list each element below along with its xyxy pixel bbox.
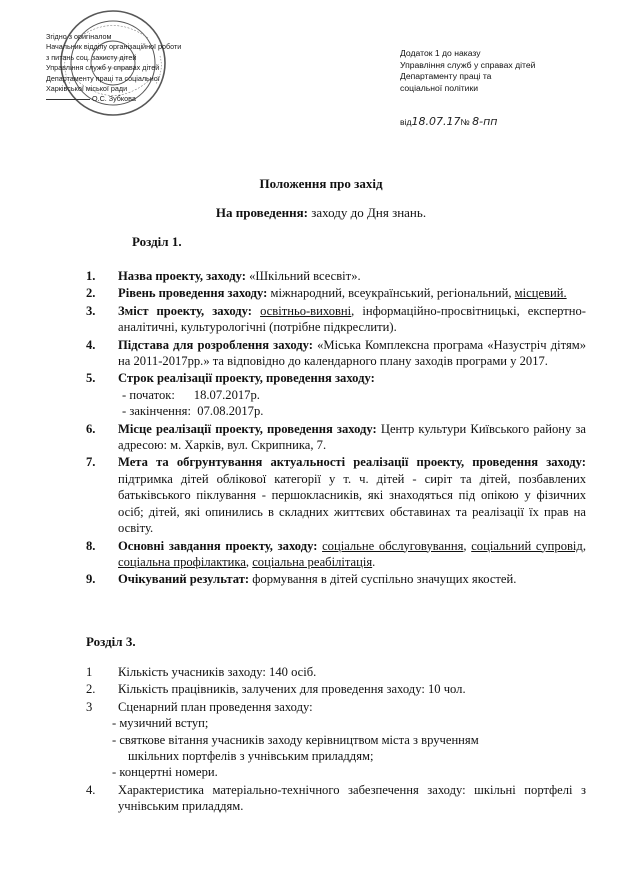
item-label: Очікуваний результат:: [118, 572, 250, 587]
task-underlined: соціальна реабілітація: [252, 554, 373, 569]
appendix-dateline: [400, 116, 600, 129]
appendix-line: соціальної політики: [400, 82, 479, 93]
task-underlined: соціальна профілактика: [118, 554, 246, 569]
document-title: Положення про захід: [259, 176, 383, 191]
item-label: Зміст проекту, заходу:: [118, 303, 253, 318]
item-number: 9.: [86, 572, 96, 587]
section-heading: Розділ 1.: [132, 234, 182, 249]
number-prefix: №: [460, 117, 470, 127]
list-item: [86, 571, 586, 587]
item-label: Підстава для розроблення заходу:: [118, 337, 313, 352]
list-item: [86, 782, 586, 815]
approval-line: з питань соц. захисту дітей: [46, 52, 137, 62]
list-item: [86, 664, 586, 680]
subtitle-text: заходу до Дня знань.: [308, 205, 427, 220]
item-text: міжнародний, всеукраїнський, регіональний,: [267, 286, 515, 301]
list-item: [86, 421, 586, 454]
item-text: Сценарний план проведення заходу:: [118, 699, 313, 714]
signature-line: [46, 99, 90, 100]
section1-list: [86, 268, 586, 589]
list-item: [86, 370, 586, 419]
item-number: 8.: [86, 538, 96, 553]
scenario-sublist: [112, 715, 586, 781]
start-label: - початок:: [122, 387, 175, 402]
item-number: 2.: [86, 286, 96, 301]
appendix-line: Департаменту праці та: [400, 71, 492, 81]
list-item: 8. Основні завдання проекту, заходу: соціальне обслуговування, соціальний супровід, соціальна профілактика, соціальна реабілітація.: [86, 538, 586, 569]
task-underlined: соціальний супровід: [471, 538, 583, 553]
task-underlined: соціальне обслуговування: [322, 538, 464, 553]
item-number: 6.: [86, 421, 96, 436]
list-item: [86, 699, 586, 781]
list-item: [86, 681, 586, 697]
item-text: Кількість учасників заходу: 140 осіб.: [118, 665, 317, 679]
item-number: 1: [86, 665, 93, 679]
item-text: , інформаційно-просвітницькі, експертно-аналітичні, культурологічні (потрібне підкреслити).: [118, 303, 586, 335]
approval-line: Згідно з оригіналом: [46, 32, 112, 41]
item-number: 3: [86, 699, 93, 714]
list-item: [86, 337, 586, 370]
item-label: Рівень проведення заходу:: [118, 286, 268, 301]
item-underlined: місцевий.: [514, 286, 567, 301]
document-subtitle: [0, 205, 642, 221]
item-text: формування в дітей суспільно значущих якостей.: [249, 572, 517, 587]
item-number: 4.: [86, 337, 96, 352]
list-item: [86, 268, 586, 284]
list-item: [86, 454, 586, 536]
start-value: 18.07.2017р.: [193, 387, 260, 402]
approval-line: Управління служб у справах дітей: [46, 63, 160, 73]
approval-line: Начальник відділу організаційної роботи: [46, 42, 182, 52]
signer-name: О.С. Зубкова: [92, 94, 136, 104]
item-label: Назва проекту, заходу:: [118, 269, 246, 283]
approval-line: Харківської міської ради: [46, 84, 128, 94]
item-text: підтримка дітей облікової категорії у т. ч. дітей - сиріт та дітей, позбавлених батьківського піклування - першокласників, які знаходяться під опікою у фізичних осіб; дітей, які опинились в складних життєвих обставинах та реалізації їх прав на освіту.: [118, 471, 586, 536]
approval-block: [46, 32, 186, 105]
scenario-item: шкільних портфелів з учнівським приладдям;: [128, 749, 374, 764]
start-date-row: [118, 387, 586, 403]
item-label: Мета та обгрунтування актуальності реалізації проекту, проведення заходу:: [118, 455, 586, 470]
item-label: Основні завдання проекту, заходу:: [118, 538, 318, 553]
scenario-item: - концертні номери.: [112, 765, 218, 780]
item-number: 2.: [86, 682, 96, 697]
appendix-line: Управління служб у справах дітей: [400, 59, 536, 70]
item-text: Характеристика матеріально-технічного забезпечення заходу: шкільні портфелі з учнівським приладдям.: [118, 782, 586, 814]
item-number: 1.: [86, 269, 96, 283]
appendix-block: [400, 48, 600, 129]
item-text: Кількість працівників, залучених для проведення заходу: 10 чол.: [118, 682, 466, 697]
item-text: «Шкільний всесвіт».: [245, 269, 361, 283]
item-number: 4.: [86, 782, 96, 797]
list-item: [86, 303, 586, 336]
handwritten-number: 8-пп: [472, 115, 498, 128]
list-item: [86, 285, 586, 301]
date-prefix: від: [400, 117, 412, 127]
section3-list: [86, 664, 586, 816]
item-label: Місце реалізації проекту, проведення заходу:: [118, 421, 377, 436]
section-heading: Розділ 3.: [86, 634, 136, 649]
item-number: 7.: [86, 455, 96, 470]
item-label: Строк реалізації проекту, проведення заходу:: [118, 371, 375, 386]
appendix-line: Додаток 1 до наказу: [400, 48, 481, 58]
end-label: - закінчення:: [122, 404, 191, 419]
scenario-item: - музичний вступ;: [112, 716, 209, 731]
end-date-row: [118, 403, 586, 419]
scenario-item: - святкове вітання учасників заходу керівництвом міста з врученням: [112, 732, 479, 747]
subtitle-label: На проведення:: [215, 205, 308, 220]
item-number: 3.: [86, 303, 96, 318]
item-underlined: освітньо-виховні: [260, 303, 352, 318]
approval-line: Департаменту праці та соціальної: [46, 73, 160, 83]
approval-signature: [46, 94, 186, 104]
item-number: 5.: [86, 371, 96, 386]
end-value: 07.08.2017р.: [197, 404, 264, 419]
handwritten-date: 18.07.17: [411, 115, 461, 128]
item-text: Центр культури Київського району за адресою: м. Харків, вул. Скрипника, 7.: [118, 421, 586, 453]
item-text: «Міська Комплексна програма «Назустріч дітям» на 2011-2017рр.» та відповідно до календарного плану заходів програми у 2017.: [118, 337, 586, 369]
